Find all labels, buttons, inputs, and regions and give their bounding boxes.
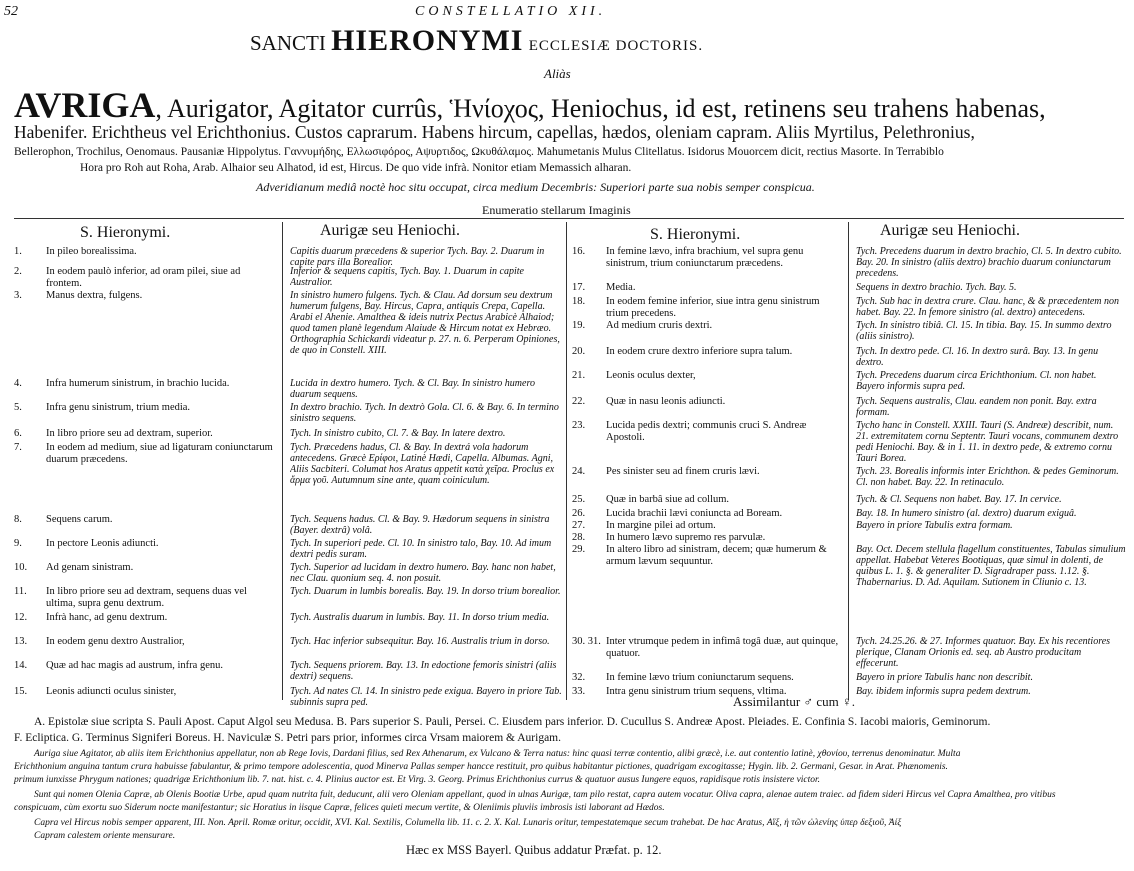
footnote-paragraph: Sunt qui nomen Olenia Capræ, ab Olenis Bootiæ Urbe, apud quam nutrita fuit, deducunt, alii vero Oleniam appellant, quod in ulnas Aurigæ, tam pilo restat, capra autem vocatur. Oliva capra, alenae autem traiec. ad fidem sideri Hircus vel Capra Amalthea, pro vitibus	[34, 790, 1056, 800]
star-number: 17.	[572, 282, 586, 293]
star-note: Tych. Ad nates Cl. 14. In sinistro pede exigua. Bayero in priore Tab. subinnis supra ped.	[290, 686, 562, 708]
page-title	[250, 24, 703, 58]
star-number: 20.	[572, 346, 586, 357]
star-note: Tych. In sinistro cubito, Cl. 7. & Bay. In latere dextro.	[290, 428, 506, 439]
star-number: 9.	[14, 538, 22, 549]
star-note: Bay. Oct. Decem stellula flagellum constituentes, Tabulas simulium appellat. Habebat Veteres Bootiquas, quæ simul in dolenti, de quibus L. 1. §. & generaliter D. Sigradraper pass. 1.12. §. Thabernarius. D. Ad. Aquilam. Sutionem in Cliunio c. 13.	[856, 544, 1126, 588]
star-number: 16.	[572, 246, 586, 257]
star-number: 7.	[14, 442, 22, 453]
star-note: Tych. Sub hac in dextra crure. Clau. hanc, & & præcedentem non habet. Bay. 22. In femore sinistro (al. dextro) antecedens.	[856, 296, 1120, 318]
footnote-paragraph: conspicuam, cùm exortu suo Siderum nocte manifestantur; sic Horatius in iisque Capræ, felices quieti mecum vertite, & Oleniimis pluviis imbrosis isti laborant ad Hædos.	[14, 803, 665, 813]
star-note: Tych. Superior ad lucidam in dextro humero. Bay. hanc non habet, nec Clau. quonium seq. 4. non posuit.	[290, 562, 556, 584]
star-note: Tych. Precedens duarum circa Erichthonium. Cl. non habet. Bayero informis supra ped.	[856, 370, 1097, 392]
star-description: In altero libro ad sinistram, decem; quæ humerum & armum lævum sequuntur.	[606, 544, 827, 567]
star-note: Tych. & Cl. Sequens non habet. Bay. 17. In cervice.	[856, 494, 1062, 505]
star-description: In pectore Leonis adiuncti.	[46, 538, 159, 549]
star-description: Pes sinister seu ad finem cruris lævi.	[606, 466, 760, 477]
star-description: Lucida brachii lævi coniuncta ad Boream.	[606, 508, 783, 519]
names-line-4: Hora pro Roh aut Roha, Arab. Alhaior seu Alhatod, id est, Hircus. De quo vide infrà. Nonitor etiam Memassich alharan.	[80, 162, 632, 174]
star-description: Quæ in nasu leonis adiuncti.	[606, 396, 726, 407]
col-header-aurigae-right: Aurigæ seu Heniochi.	[880, 222, 1020, 239]
star-number: 15.	[14, 686, 28, 697]
star-note: Tych. In superiori pede. Cl. 10. In sinistro talo, Bay. 10. Ad imum dextri pedis suram.	[290, 538, 552, 560]
star-number: 3.	[14, 290, 22, 301]
alias-label: Aliàs	[544, 66, 571, 81]
col-header-aurigae-left: Aurigæ seu Heniochi.	[320, 222, 460, 239]
star-description: Lucida pedis dextri; communis cruci S. Andreæ Apostoli.	[606, 420, 807, 443]
star-number: 24.	[572, 466, 586, 477]
star-note: In dextro brachio. Tych. In dextrò Gola. Cl. 6. & Bay. 6. In termino sinistro sequens.	[290, 402, 559, 424]
star-number: 13.	[14, 636, 28, 647]
star-description: In humero lævo supremo res parvulæ.	[606, 532, 766, 543]
enumeration-heading: Enumeratio stellarum Imaginis	[482, 203, 631, 217]
star-number: 6.	[14, 428, 22, 439]
final-line: Hæc ex MSS Bayerl. Quibus addatur Præfat. p. 12.	[406, 843, 662, 857]
star-number: 28.	[572, 532, 586, 543]
star-note: Tych. Sequens australis, Clau. eandem non ponit. Bay. extra formam.	[856, 396, 1097, 418]
star-number: 23.	[572, 420, 586, 431]
star-note: Tych. In sinistro tibiâ. Cl. 15. In tibia. Bay. 15. In summo dextro (aliis sinistro).	[856, 320, 1112, 342]
running-head: CONSTELLATIO XII.	[415, 4, 607, 19]
star-description: Infra genu sinistrum, trium media.	[46, 402, 191, 413]
star-number: 10.	[14, 562, 28, 573]
star-description: In libro priore seu ad dextram, sequens duas vel ultima, supra genu dextrum.	[46, 586, 247, 609]
footnote-paragraph: Capra vel Hircus nobis semper apparent, III. Non. April. Romæ oritur, occidit, XVI. Kal. Sextilis, Columella lib. 11. c. 2. X. Kal. Lunaris oritur, tempestatemque secum trahebat. De hac Aratus, Αἲξ, ἡ τῶν ὠλενίης ὑπερ δεξιοῦ, Ἀίξ	[34, 818, 902, 828]
star-description: In eodem ad medium, siue ad ligaturam coniunctarum duarum præcedens.	[46, 442, 273, 465]
title-pre: SANCTI	[250, 31, 326, 55]
title-main: HIERONYMI	[331, 24, 524, 57]
star-note: Tych. Duarum in lumbis borealis. Bay. 19. In dorso trium borealior.	[290, 586, 561, 597]
star-note: Capitis duarum præcedens & superior Tych. Bay. 2. Duarum in capite pars illa Borealior.	[290, 246, 545, 268]
star-note: In sinistro humero fulgens. Tych. & Clau. Ad dorsum seu dextrum humerum fulgens, Bay. Hircus, Capra, antiquis Crepa, Capella. Arabi el Ahenie. Amalthea & ideis nutrix Pectus Arabicè Alhaiod; quod tamen planè legendum Alaiude & Hircum notat ex Hebræo. Orthographia Schickardi videatur p. 27. n. 6. Perperam Opiniones, de quo in Constell. XIII.	[290, 290, 560, 356]
star-description: Infra humerum sinistrum, in brachio lucida.	[46, 378, 230, 389]
star-description: Quæ ad hac magis ad austrum, infra genu.	[46, 660, 223, 671]
star-note: Tych. 23. Borealis informis inter Erichthon. & pedes Geminorum. Cl. non habet. Bay. 22. In retinaculo.	[856, 466, 1119, 488]
star-note: Tych. Precedens duarum in dextro brachio, Cl. 5. In dextro cubito. Bay. 20. In sinistro (aliis dextro) brachio duarum coniunctarum precedens.	[856, 246, 1122, 279]
col-header-hieronymi-left: S. Hieronymi.	[80, 224, 171, 241]
star-description: In eodem femine inferior, siue intra genu sinistrum trium precedens.	[606, 296, 820, 319]
star-description: In pileo borealissima.	[46, 246, 137, 257]
star-description: In libro priore seu ad dextram, superior.	[46, 428, 213, 439]
title-post: ECCLESIÆ DOCTORIS.	[528, 38, 704, 54]
star-number: 33.	[572, 686, 586, 697]
star-number: 19.	[572, 320, 586, 331]
table-top-rule	[14, 218, 1124, 219]
star-number: 5.	[14, 402, 22, 413]
star-description: In eodem paulò inferior, ad oram pilei, siue ad frontem.	[46, 266, 241, 289]
star-description: In margine pilei ad ortum.	[606, 520, 716, 531]
star-number: 11.	[14, 586, 27, 597]
star-number: 2.	[14, 266, 22, 277]
star-number: 32.	[572, 672, 586, 683]
star-note: Tych. Præcedens hadus, Cl. & Bay. In dextrá vola hadorum antecedens. Græcè Ερίφοι, Latinè Hædi, Capella. Albumas. Agni, Aliis Sacbiteri. Columat hos Aratus appetit κατὰ χεῖρα. Proclus ex ἅρμα γοῦ. Autumnum sine ante, quam coiniculum.	[290, 442, 555, 486]
footnote-paragraph: Capram calestem oriente mensurare.	[34, 831, 176, 841]
star-note: Bay. 18. In humero sinistro (al. dextro) duarum exiguâ.	[856, 508, 1077, 519]
star-description: Inter vtrumque pedem in infimâ togâ duæ, aut quinque, quatuor.	[606, 636, 839, 659]
star-description: Ad medium cruris dextri.	[606, 320, 713, 331]
assimilantur-line: Assimilantur ♂ cum ♀.	[733, 694, 856, 709]
star-note: Tycho hanc in Constell. XXIII. Tauri (S. Andreæ) describit, num. 21. extremitatem cornu Septentr. Tauri vocans, communem dextro pedi Heniochi. Bay. & in 1. 11. in dextro pede, & extremo cornu Tauri Borea.	[856, 420, 1119, 464]
star-number: 18.	[572, 296, 586, 307]
footnote-b: F. Ecliptica. G. Terminus Signiferi Boreus. H. Naviculæ S. Petri pars prior, informes circa Vrsam maiorem & Aurigam.	[14, 732, 561, 744]
star-description: Media.	[606, 282, 636, 293]
star-number: 29.	[572, 544, 586, 555]
star-note: Lucida in dextro humero. Tych. & Cl. Bay. In sinistro humero duarum sequens.	[290, 378, 535, 400]
star-note: Tych. In dextro pede. Cl. 16. In dextro surâ. Bay. 13. In genu dextro.	[856, 346, 1099, 368]
column-divider	[282, 222, 283, 700]
auriga-rest: , Aurigator, Agitator currûs, Ἡνίοχος, Heniochus, id est, retinens seu trahens habenas,	[155, 94, 1046, 123]
star-description: Sequens carum.	[46, 514, 113, 525]
star-note: Bay. ibidem informis supra pedem dextrum.	[856, 686, 1031, 697]
star-description: In femine lævo, infra brachium, vel supra genu sinistrum, trium coniunctarum præcedens.	[606, 246, 804, 269]
star-note: Bayero in priore Tabulis extra formam.	[856, 520, 1013, 531]
footnote-paragraph: primum iunxisse Phrygum nationes; quadrigæ Erichthonium lib. 7. nat. hist. c. 4. Plinius auctor est. Et Virg. 3. Georg. Primus Erichthonius currus & quatuor ausus Iungere equos, rapidisque rotis insistere victor.	[14, 775, 821, 785]
star-note: Sequens in dextro brachio. Tych. Bay. 5.	[856, 282, 1017, 293]
star-description: Intra genu sinistrum trium sequens, vltima.	[606, 686, 787, 697]
names-line-2: Habenifer. Erichtheus vel Erichthonius. Custos caprarum. Habens hircum, capellas, hædos, oleniam capram. Aliis Myrtilus, Pelethronius,	[14, 122, 975, 142]
star-description: In eodem crure dextro inferiore supra talum.	[606, 346, 793, 357]
star-number: 22.	[572, 396, 586, 407]
star-number: 14.	[14, 660, 28, 671]
star-number: 26.	[572, 508, 586, 519]
col-header-hieronymi-right: S. Hieronymi.	[650, 226, 741, 243]
star-description: Infrà hanc, ad genu dextrum.	[46, 612, 168, 623]
star-number: 4.	[14, 378, 22, 389]
star-note: Bayero in priore Tabulis hanc non describit.	[856, 672, 1033, 683]
star-description: Quæ in barbâ siue ad collum.	[606, 494, 730, 505]
star-number: 25.	[572, 494, 586, 505]
visibility-note: Adveridianum mediâ noctè hoc situ occupat, circa medium Decembris: Superiori parte sua nobis semper conspicua.	[256, 180, 815, 194]
star-description: Leonis oculus dexter,	[606, 370, 696, 381]
page-number: 52	[4, 4, 18, 19]
star-number: 8.	[14, 514, 22, 525]
footnote-a: A. Epistolæ siue scripta S. Pauli Apost. Caput Algol seu Medusa. B. Pars superior S. Pauli, Persei. C. Eiusdem pars inferior. D. Cucullus S. Andreæ Apost. Pleiades. E. Confinia S. Iacobi maioris, Geminorum.	[34, 716, 991, 728]
footnote-paragraph: Auriga siue Agitator, ab aliis item Erichthonius appellatur, non ab Rege Iovis, Dardani filius, sed Rex Athenarum, ex Vulcano & Terra natus: hinc quasi terræ contentio, alibi græcè, i.e. aut contentio latinè, χθονίου, terrenus denominatur. Multa	[34, 749, 961, 759]
star-number: 21.	[572, 370, 586, 381]
star-description: Ad genam sinistram.	[46, 562, 134, 573]
names-line-3: Bellerophon, Trochilus, Oenomaus. Pausaniæ Hippolytus. Γαννυμήδης, Ελλωσιφόρος, Αψυρτιδος, Ωκυθάλαμος. Mahumetanis Mulus Clitellatus. Isidorus Mouorcem dicit, rectius Masorte. In Terrabiblo	[14, 146, 944, 158]
star-note: Tych. Sequens priorem. Bay. 13. In edoctione femoris sinistri (aliis dextri) sequens.	[290, 660, 557, 682]
star-number: 30. 31.	[572, 636, 601, 647]
auriga-heading: AVRIGA	[14, 85, 156, 125]
star-number: 1.	[14, 246, 22, 257]
star-description: Leonis adiuncti oculus sinister,	[46, 686, 177, 697]
star-description: In femine lævo trium coniunctarum sequens.	[606, 672, 794, 683]
names-line-1	[14, 84, 1046, 126]
column-divider	[848, 222, 849, 700]
star-number: 12.	[14, 612, 28, 623]
star-note: Inferior & sequens capitis, Tych. Bay. 1. Duarum in capite Australior.	[290, 266, 524, 288]
footnote-paragraph: Erichthonium anguina tantum crura habuisse fabulantur, & primo tempore adolescentia, quod Minerva Pallas semper hancce restituit, pro quibus habitantur pictiones, quadrigam excogitasse; Hygin. lib. 2. Germani, Gesar. in Arat. Phænomenis.	[14, 762, 948, 772]
star-note: Tych. 24.25.26. & 27. Informes quatuor. Bay. Ex his recentiores plerique, Clanam Orionis ed. seq. ab Austro producitam effecerunt.	[856, 636, 1111, 669]
star-note: Tych. Sequens hadus. Cl. & Bay. 9. Hædorum sequens in sinistra (Bayer. dextrâ) volâ.	[290, 514, 550, 536]
star-description: In eodem genu dextro Australior,	[46, 636, 185, 647]
star-description: Manus dextra, fulgens.	[46, 290, 143, 301]
star-number: 27.	[572, 520, 586, 531]
star-note: Tych. Australis duarum in lumbis. Bay. 11. In dorso trium media.	[290, 612, 550, 623]
column-divider	[566, 222, 567, 700]
star-note: Tych. Hac inferior subsequitur. Bay. 16. Australis trium in dorso.	[290, 636, 550, 647]
